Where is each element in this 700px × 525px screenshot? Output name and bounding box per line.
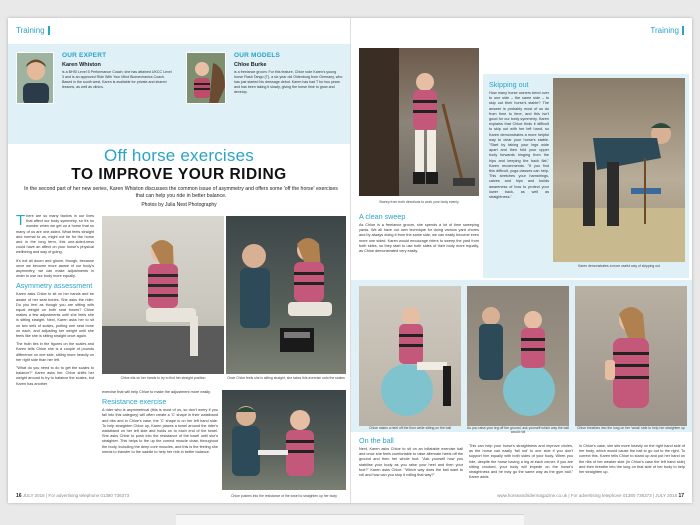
photo-credit: Photos by Julia Nest Photography xyxy=(141,202,217,208)
towel-figure xyxy=(222,390,346,490)
subhead-ball: On the ball xyxy=(359,436,394,445)
model-block: OUR MODELS Chloe Burke is a freelance groom. For this feature, Chloe rode Karen's young horse Flash Tango (T), a six year old Oldenburg from Germany, who has just started his dressage debut. Karen has had T for two years and has been taking it slowly, giving the horse time to grow and develop. xyxy=(234,52,343,94)
skip-figure xyxy=(553,78,685,262)
section-tag-right: Training xyxy=(650,26,684,35)
page-number: 16 xyxy=(16,493,22,499)
intro: In the second part of her new series, Karen Whiston discusses the common issue of asymmetry and offers some 'off the horse' exercises that can help you ride in better balance. xyxy=(24,186,338,199)
skipping-out-box xyxy=(483,74,689,278)
caption-1: Chloe sits on her hands to try to find her straight position xyxy=(120,376,206,380)
caption-2: Once Chloe feels she is sitting straight, she takes this exercise onto the scales xyxy=(227,376,345,380)
photo-towel xyxy=(222,390,346,490)
caption-3: Chloe pushes into the resistance of the towel to straighten up her body xyxy=(231,494,337,498)
subhead-resistance: Resistance exercise xyxy=(102,397,167,407)
column-2: exercise that will help Chloe to make the adjustment more easily. Resistance exercise A rider who is asymmetrical (this is most of us, so don't worry if you fall into this category) will often create a 'C' shape in their waistband and ribs and in Chloe's case, the 'C' shape is on her left hand side. To help straighten Chloe up, Karen places a towel around the rider's waistband on her left side and holds on to each end of the towel. She asks Chloe to push into the resistance of the towel until she's straighter. This helps to fire up the correct muscle chain throughout the body, including the deep core muscles, and this is the feeling she needs to transfer to the saddle to help her ride in better balance. xyxy=(102,390,218,454)
expert-portrait xyxy=(16,52,54,104)
skip-text-block: Skipping out How many horse owners bend over to one side – the same side – to skip out their horse's stable? The answer is probably most of us do from time to time, and this isn't good for our body symmetry. Karen explains that Chloe finds it difficult to skip out with her left hand, so Karen demonstrates a more helpful way to clear your horse's stable. "Start by taking your legs wide apart and then fold your upper body forwards hinging from the hips and keeping the back flat," Karen recommends. "If you find this difficult, yoga classes can help. This stretches your hamstrings, calves and hips and builds awareness of how to protect your lower back, as well as straightness." xyxy=(489,80,549,200)
caption-ball-3: Chloe breathes into the lung on her 'weak' side to help her straighten up xyxy=(577,426,685,430)
caption-skip: Karen demonstrates a more useful way of skipping out xyxy=(578,264,660,268)
ball-col-1: On the ball Next, Karen asks Chloe to sit on an inflatable exercise ball and once she feels comfortable to raise alternate heels off the ground and then her whole foot. "Ask yourself how you stabilise your body as you raise your heel and then your foot?" Karen asks Chloe. "Which way does the ball want to roll and how can you stop it rolling that way?" xyxy=(359,436,463,478)
breathing-figure xyxy=(575,286,687,426)
ball-figure-1 xyxy=(359,286,461,426)
left-page xyxy=(8,18,350,503)
caption-ball-1: Chloe raises a heel off the floor while sitting on the ball xyxy=(369,426,451,430)
scales-figure xyxy=(226,216,346,374)
title-line-1: Off horse exercises xyxy=(104,146,254,165)
subhead-asymmetry: Asymmetry assessment xyxy=(16,281,93,291)
photo-sitting-hands xyxy=(102,216,224,374)
photo-skipping-out xyxy=(553,78,685,262)
tag-bar xyxy=(48,26,50,35)
model-portrait xyxy=(186,52,226,104)
right-page xyxy=(350,18,692,503)
viewer-bottom-strip xyxy=(176,514,524,525)
photo-sweep xyxy=(359,48,479,196)
photo-ball-2 xyxy=(467,286,569,426)
page-number-right: 17 xyxy=(678,493,684,499)
subhead-sweep: A clean sweep xyxy=(359,212,406,221)
magazine-spread xyxy=(8,18,692,503)
ball-figure-2 xyxy=(467,286,569,426)
ball-col-3: In Chloe's case, she sits more heavily on the right hand side of her body, which would cause the ball to go out to the right. To correct this, Karen tells Chloe to stand up and put her hand on the ribs of her weaker side (in Chloe's case the left hand side) and then breathe into the lung on that side of her body to help her straighten up. xyxy=(579,444,685,475)
sweep-text-block: A clean sweep As Chloe is a freelance groom, she spends a lot of time sweeping yards. We all have our own technique for doing various yard chores and by always doing it from the same side, we can easily become even more one sided. Karen would encourage riders to sweep the yard from both sides, so they start to use both sides of their body more equally, as Chloe demonstrated very easily. xyxy=(359,212,479,254)
caption-sweep: Sweep from both directions to work your body evenly xyxy=(379,200,459,204)
footer-right: www.horseandridermagazine.co.uk | For advertising telephone 01380 736373 | JULY 2016 17 xyxy=(497,493,684,499)
caption-ball-2: As you raise your leg off the ground, ask yourself which way the ball would roll xyxy=(467,426,569,435)
photo-ball-1 xyxy=(359,286,461,426)
ball-col-2: This can help your horse's straightness and improve circles, as the horse can easily 'fall out' to one side if you don't support him equally with both sides of your body. When you ride, despite the horse having a leg at each corner, if you are sitting crooked, your body will impede on the horse's straightness and he may go the same way as the gym ball," Karen adds. xyxy=(469,444,573,480)
subhead-skip: Skipping out xyxy=(489,80,529,89)
section-tag: Training xyxy=(16,26,50,35)
rider-figure xyxy=(102,216,224,374)
photo-ball-3 xyxy=(575,286,687,426)
expert-block: OUR EXPERT Karen Whiston is a BHSI Level 5 Performance Coach; she has attained UKCC Level 3 and is an approved Ride With Your Mind Biomechanics Coach. Based in the south west, Karen is available for private and shared lessons, as well as clinics. xyxy=(62,52,172,89)
on-the-ball-band xyxy=(351,280,692,435)
footer-left: 16 JULY 2016 | For advertising telephone 01380 736373 xyxy=(16,493,130,499)
sweep-figure xyxy=(359,48,479,196)
tag-bar xyxy=(682,26,684,35)
experts-panel xyxy=(8,44,350,144)
column-1: There are so many factors in our lives that affect our body symmetry, so it's no wonder when we get on a horse that so many of us are one-sided. What feels straight and normal to us, might not be for the horse and in the long term, this one-sided-ness could have an affect on your horse's physical wellbeing and way of going. It's not all doom and gloom, though, because once we become more aware of our body's asymmetry, we can make adjustments in order to use our body more equally. Asymmetry assessment Karen asks Chloe to sit on her hands and be aware of her seat bones. She asks the rider: Do you feel as though you are sitting with equal weight on both seat bones? Chloe makes a few adjustments until she feels she is sitting straight. Next, Karen asks her to sit on two sets of scales, putting one seat bone on each, and adjusting her weight until she feels like she is sitting straight once again. The truth lies in the figures on the scales and Karen tells Chloe she is a couple of pounds difference on one side, sitting more heavily on her right side than her left. "What do you need to do to get the scales to balance?" Karen asks her. Chloe shifts her weight around to try to balance the scales, but Karen has another xyxy=(16,214,94,386)
photo-scales xyxy=(226,216,346,374)
title-line-2: TO IMPROVE YOUR RIDING xyxy=(71,166,287,183)
drop-cap: T xyxy=(16,214,26,229)
